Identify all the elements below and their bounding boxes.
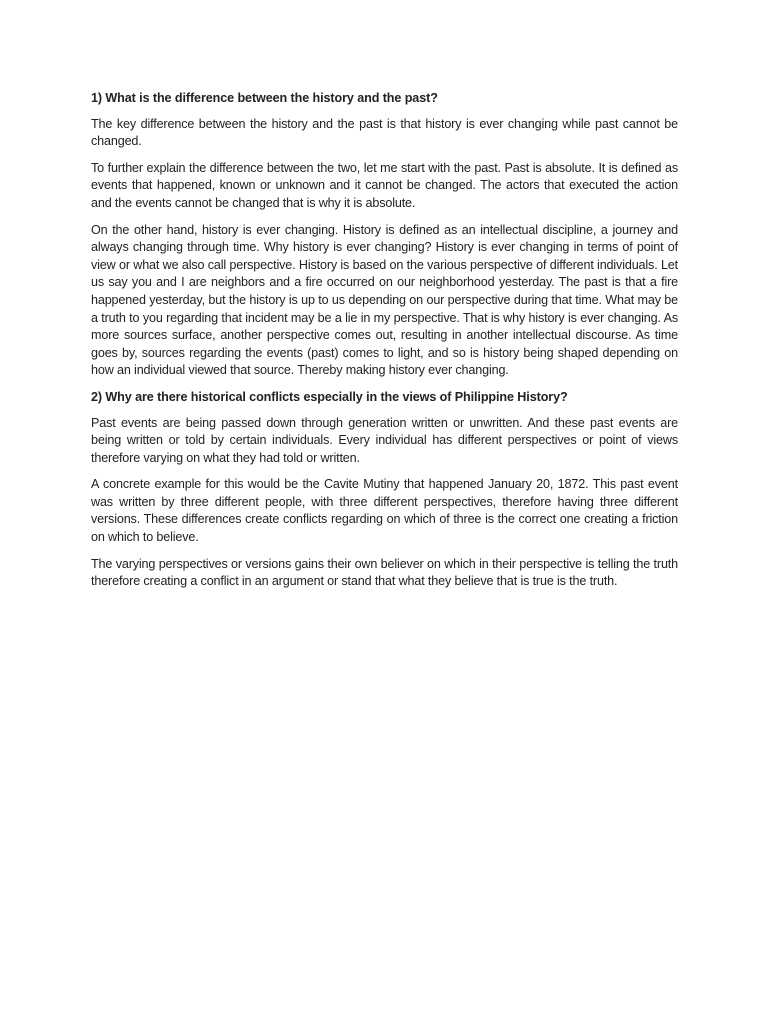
question-1-paragraph-3: On the other hand, history is ever changing. History is defined as an intellectual discipline, a journey and always changing through time. Why history is ever changing? History is ever changing in terms of point of view or what we also call perspective. History is based on the various perspective of different individuals. Let us say you and I are neighbors and a fire occurred on our neighborhood yesterday. The past is that a fire happened yesterday, but the history is up to us depending on our perspective during that time. What may be a truth to you regarding that incident may be a lie in my perspective. That is why history is ever changing. As more sources surface, another perspective comes out, resulting in another intellectual discourse. As time goes by, sources regarding the events (past) comes to light, and so is history being shaped depending on how an individual viewed that source. Thereby making history ever changing. [91, 222, 678, 378]
question-2-paragraph-3: The varying perspectives or versions gains their own believer on which in their perspective is telling the truth therefore creating a conflict in an argument or stand that what they believe that is true is the truth. [91, 556, 678, 589]
question-1-heading: 1) What is the difference between the history and the past? [91, 91, 438, 105]
question-2-paragraph-1: Past events are being passed down through generation written or unwritten. And these past events are being written or told by certain individuals. Every individual has different perspectives or point of views therefore varying on what they had told or written. [91, 415, 678, 465]
question-1-paragraph-2: To further explain the difference between the two, let me start with the past. Past is absolute. It is defined as events that happened, known or unknown and it cannot be changed. The actors that executed the action and the events cannot be changed that is why it is absolute. [91, 160, 678, 210]
question-2-section [91, 389, 678, 591]
document-page [91, 90, 678, 600]
question-2-heading: 2) Why are there historical conflicts especially in the views of Philippine History? [91, 389, 568, 404]
question-1-section [91, 90, 678, 380]
question-1-paragraph-1: The key difference between the history and the past is that history is ever changing while past cannot be changed. [91, 116, 678, 149]
question-2-paragraph-2: A concrete example for this would be the Cavite Mutiny that happened January 20, 1872. This past event was written by three different people, with three different perspectives, therefore having three different versions. These differences create conflicts regarding on which of three is the correct one creating a friction on which to believe. [91, 477, 678, 545]
